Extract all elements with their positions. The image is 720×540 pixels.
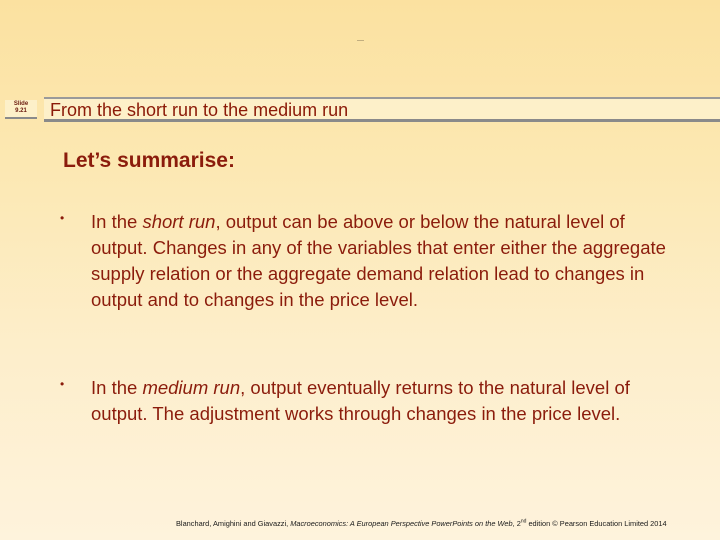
bullet-marker: • [60, 211, 65, 225]
slide-heading: Let’s summarise: [63, 149, 235, 172]
bullet-rest: , output can be above or below the natural level of output. Changes in any of the variables that enter either the aggregate supply relation or the aggregate demand relation lead to changes in output and to changes in the price level. [91, 211, 666, 310]
footer-citation [176, 519, 667, 528]
section-title-bar [44, 97, 720, 122]
section-title: From the short run to the medium run [50, 100, 349, 120]
slide-number-box [5, 100, 37, 119]
slide-number [5, 101, 37, 115]
bullet-prefix: In the [91, 211, 143, 232]
bullet-rest: , output eventually returns to the natural level of output. The adjustment works through changes in the price level. [91, 377, 630, 424]
bullet-text [91, 375, 681, 427]
footer-book-title: Macroeconomics: A European Perspective PowerPoints on the Web [290, 519, 513, 528]
top-decoration-mark: — [357, 37, 364, 44]
bullet-marker: • [60, 377, 65, 391]
bullet-text [91, 209, 681, 313]
footer-edition-sup: nd [520, 518, 527, 525]
footer-authors: Blanchard, Amighini and Giavazzi, [176, 519, 291, 528]
slide-number-value: 9.21 [15, 108, 27, 114]
bullet-prefix: In the [91, 377, 143, 398]
bullet-emphasis: medium run [142, 377, 241, 398]
bullet-emphasis: short run [142, 211, 216, 232]
footer-edition-pre: , 2 [512, 519, 521, 528]
slide-number-label: Slide [13, 101, 29, 107]
footer-edition-post: edition © Pearson Education Limited 2014 [526, 519, 667, 528]
